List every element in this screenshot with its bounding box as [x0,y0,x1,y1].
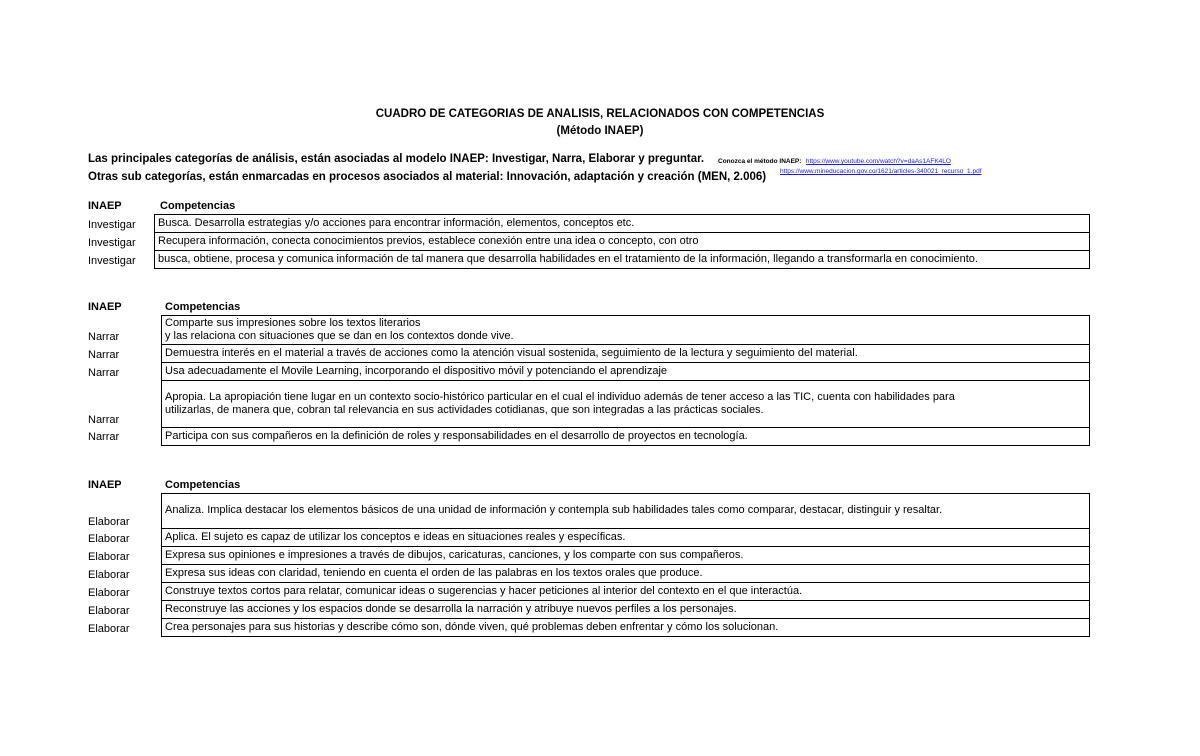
intro-line-1: Las principales categorías de análisis, están asociadas al modelo INAEP: Investigar, Narra, Elaborar y preguntar. [88,153,705,165]
row-label: Elaborar [88,551,130,563]
mineducacion-link[interactable]: https://www.mineducacion.gov.co/1621/articles-340021_recurso_1.pdf [780,168,982,175]
row-label: Elaborar [88,587,130,599]
competency-cell: Construye textos cortos para relatar, comunicar ideas o sugerencias y hacer peticiones al interior del contexto en el que interactúa. [161,582,1090,601]
competency-cell: Expresa sus opiniones e impresiones a través de dibujos, caricaturas, canciones, y los comparte con sus compañeros. [161,546,1090,565]
row-label: Elaborar [88,623,130,635]
row-label: Narrar [88,367,120,379]
row-label: Narrar [88,331,120,343]
competency-cell: Comparte sus impresiones sobre los textos literarios y las relaciona con situaciones que se dan en los contextos donde vive. [161,315,1090,345]
row-label: Elaborar [88,533,130,545]
competency-cell: Recupera información, conecta conocimientos previos, establece conexión entre una idea o concepto, con otro [154,232,1090,251]
reference-label: Conozca el método INAEP: [718,158,802,165]
competency-cell: Apropia. La apropiación tiene lugar en un contexto socio-histórico particular en el cual el individuo además de tener acceso a las TIC, cuenta con habilidades para utilizarlas, de manera que, cobran tal relevancia en sus actividades cotidianas, que son integradas a las prácticas sociales. [161,380,1090,428]
row-label: Elaborar [88,605,130,617]
row-label: Investigar [88,237,136,249]
competency-cell: busca, obtiene, procesa y comunica información de tal manera que desarrolla habilidades en el tratamiento de la información, llegando a transformarla en conocimiento. [154,250,1090,269]
document-subtitle: (Método INAEP) [556,125,644,137]
competency-cell: Analiza. Implica destacar los elementos básicos de una unidad de información y contempla sub habilidades tales como comparar, destacar, distinguir y resaltar. [161,493,1090,529]
row-label: Elaborar [88,516,130,528]
competency-cell: Crea personajes para sus historias y describe cómo son, dónde viven, qué problemas deben enfrentar y cómo los solucionan. [161,618,1090,637]
competency-cell: Aplica. El sujeto es capaz de utilizar los conceptos e ideas en situaciones reales y específicas. [161,528,1090,547]
competency-cell: Demuestra interés en el material a través de acciones como la atención visual sostenida, seguimiento de la lectura y seguimiento del material. [161,344,1090,363]
competency-cell: Reconstruye las acciones y los espacios donde se desarrolla la narración y atribuye nuevos perfiles a los personajes. [161,600,1090,619]
row-label: Narrar [88,431,120,443]
competency-cell: Expresa sus ideas con claridad, teniendo en cuenta el orden de las palabras en los textos orales que produce. [161,564,1090,583]
youtube-link[interactable]: https://www.youtube.com/watch?v=daAs1AFK4LO [805,158,951,165]
section-2-col-inaep: INAEP [88,301,122,313]
row-label: Narrar [88,414,120,426]
competency-cell: Usa adecuadamente el Movile Learning, incorporando el dispositivo móvil y potenciando el aprendizaje [161,362,1090,381]
row-label: Elaborar [88,569,130,581]
row-label: Investigar [88,255,136,267]
section-2-col-competencias: Competencias [165,301,241,313]
row-label: Investigar [88,219,136,231]
section-3-col-inaep: INAEP [88,479,122,491]
document-title: CUADRO DE CATEGORIAS DE ANALISIS, RELACIONADOS CON COMPETENCIAS [375,108,825,120]
row-label: Narrar [88,349,120,361]
section-1-col-inaep: INAEP [88,200,122,212]
section-1-col-competencias: Competencias [160,200,236,212]
intro-line-1-reference [718,150,951,168]
competency-cell: Busca. Desarrolla estrategias y/o acciones para encontrar información, elementos, conceptos etc. [154,214,1090,233]
intro-line-2: Otras sub categorías, están enmarcadas en procesos asociados al material: Innovación, adaptación y creación (MEN, 2.006) [88,171,767,183]
section-3-col-competencias: Competencias [165,479,241,491]
competency-cell: Participa con sus compañeros en la definición de roles y responsabilidades en el desarrollo de proyectos en tecnología. [161,427,1090,446]
